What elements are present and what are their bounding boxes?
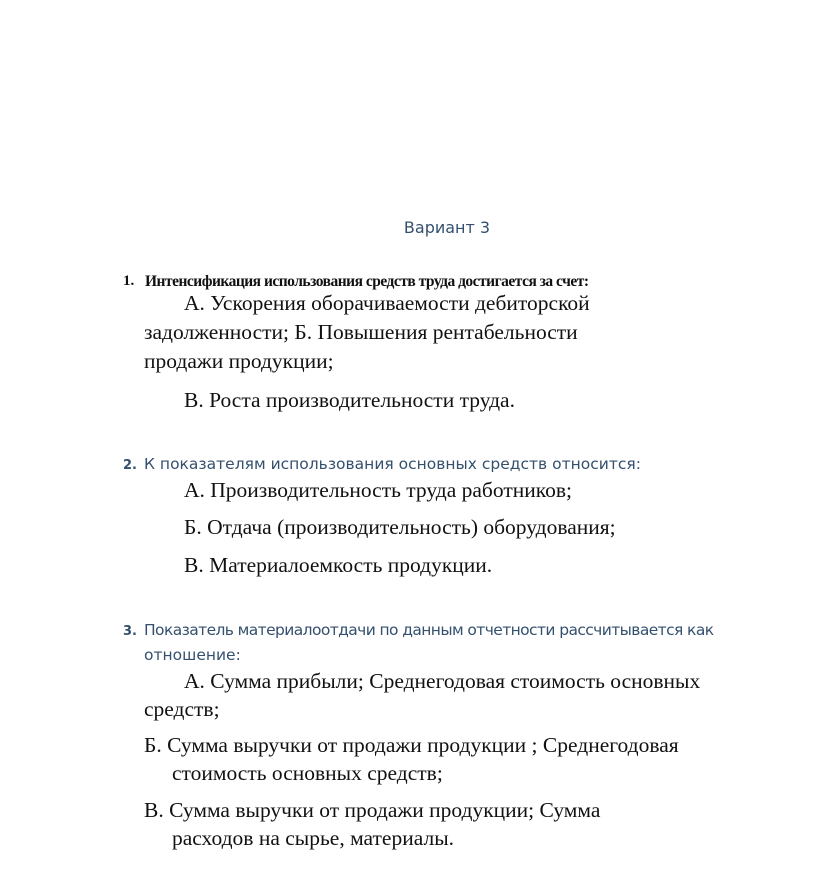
question-2-answer-line-2: Б. Отдача (производительность) оборудования; bbox=[184, 515, 616, 539]
question-2-number: 2. bbox=[123, 458, 137, 473]
question-1-answer-line-2: задолженности; Б. Повышения рентабельности bbox=[144, 320, 578, 344]
question-3-number: 3. bbox=[123, 624, 137, 639]
question-3-answer-line-6: расходов на сырье, материалы. bbox=[172, 826, 455, 850]
question-2-text: К показателям использования основных средств относится: bbox=[144, 455, 641, 473]
question-2-answer-line-1: А. Производительность труда работников; bbox=[184, 478, 572, 502]
question-1-number: 1. bbox=[123, 273, 135, 289]
question-1-answer-line-3: продажи продукции; bbox=[144, 349, 334, 373]
question-3-answer-line-2: средств; bbox=[144, 697, 220, 721]
question-1-answer-line-1: А. Ускорения оборачиваемости дебиторской bbox=[184, 291, 590, 315]
question-1-text: Интенсификация использования средств труда достигается за счет: bbox=[145, 273, 589, 290]
question-3-text-line-2: отношение: bbox=[144, 646, 241, 664]
question-3-answer-line-4: стоимость основных средств; bbox=[172, 761, 443, 785]
question-3-answer-line-3: Б. Сумма выручки от продажи продукции ; Среднегодовая bbox=[144, 733, 679, 757]
variant-title: Вариант 3 bbox=[403, 218, 491, 237]
question-3-text-line-1: Показатель материалоотдачи по данным отчетности рассчитывается как bbox=[144, 621, 714, 639]
question-3-answer-line-5: В. Сумма выручки от продажи продукции; Сумма bbox=[144, 798, 601, 822]
question-2-answer-line-3: В. Материалоемкость продукции. bbox=[184, 553, 493, 577]
question-3-answer-line-1: А. Сумма прибыли; Среднегодовая стоимость основных bbox=[184, 669, 701, 693]
question-1-answer-line-4: В. Роста производительности труда. bbox=[184, 388, 515, 412]
